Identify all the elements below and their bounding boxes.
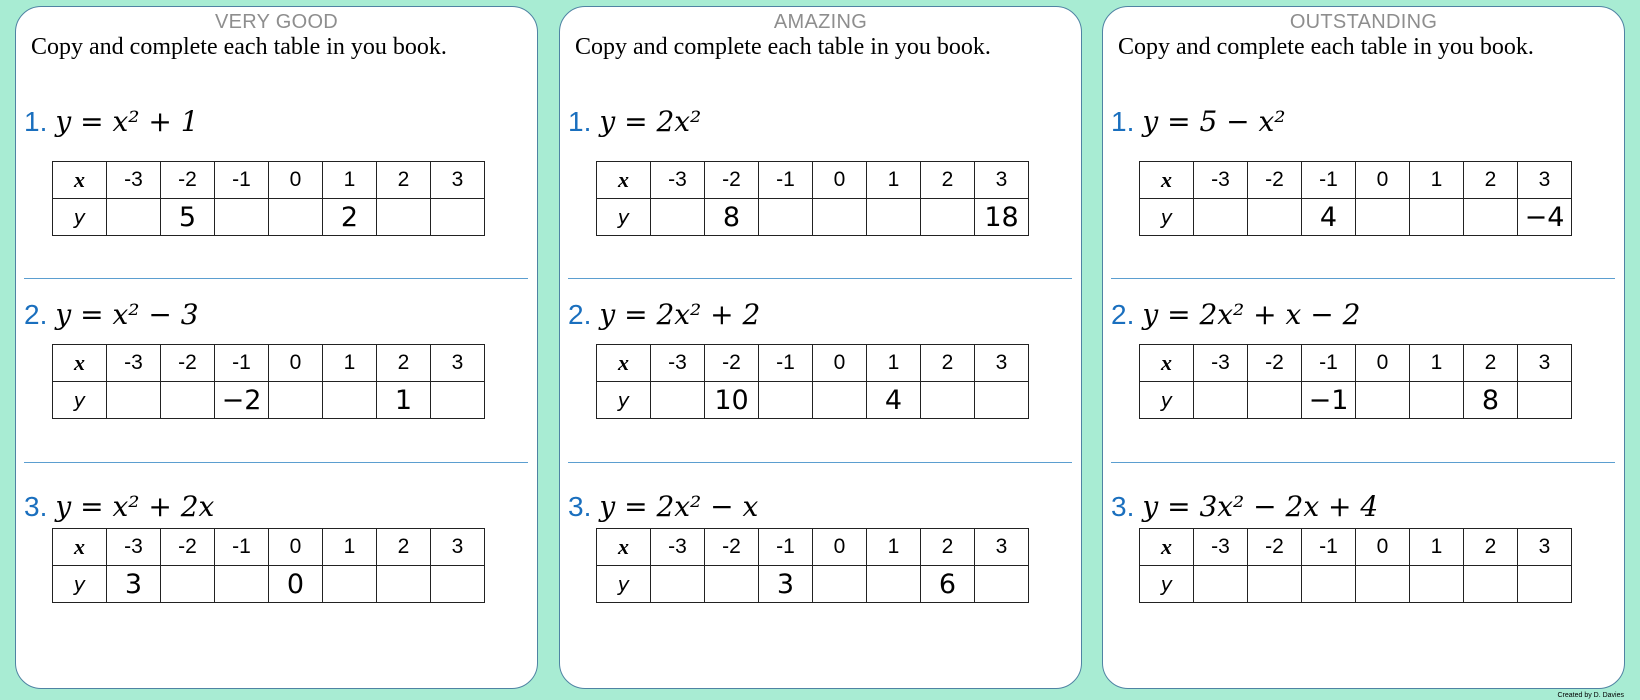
x-value-cell: -1 [215, 345, 269, 382]
x-row [1140, 345, 1572, 382]
y-row-header: y [597, 566, 651, 603]
question-number: 2. [568, 299, 592, 330]
y-value-cell [651, 566, 705, 603]
question-2-heading [1111, 298, 1360, 331]
x-value-cell: 2 [921, 345, 975, 382]
value-table-2 [52, 344, 485, 419]
x-value-cell: -2 [705, 162, 759, 199]
y-value-cell [1464, 199, 1518, 236]
y-value-cell [759, 199, 813, 236]
value-table-2 [1139, 344, 1572, 419]
x-value-cell: -2 [1248, 529, 1302, 566]
x-value-cell: 1 [867, 345, 921, 382]
x-value-cell: 1 [1410, 345, 1464, 382]
x-value-cell: 2 [921, 529, 975, 566]
question-number: 2. [24, 299, 48, 330]
x-row-header: x [53, 162, 107, 199]
x-value-cell: -1 [215, 529, 269, 566]
y-value-cell [1356, 382, 1410, 419]
equation: y = 3x² − 2x + 4 [1142, 490, 1379, 523]
x-value-cell: 0 [1356, 345, 1410, 382]
value-table-1 [596, 161, 1029, 236]
question-1-heading [1111, 105, 1286, 138]
y-value-cell: 10 [705, 382, 759, 419]
y-value-cell: −2 [215, 382, 269, 419]
equation: y = 5 − x² [1142, 105, 1286, 138]
x-value-cell: -2 [705, 345, 759, 382]
x-value-cell: 2 [1464, 529, 1518, 566]
x-value-cell: -3 [107, 529, 161, 566]
question-divider [1111, 278, 1615, 279]
y-value-cell [1194, 382, 1248, 419]
x-value-cell: -1 [759, 162, 813, 199]
x-value-cell: -3 [1194, 529, 1248, 566]
y-value-cell [1194, 199, 1248, 236]
x-value-cell: -2 [161, 162, 215, 199]
x-value-cell: -2 [161, 529, 215, 566]
y-value-cell [1464, 566, 1518, 603]
question-number: 2. [1111, 299, 1135, 330]
x-value-cell: -2 [161, 345, 215, 382]
x-value-cell: 3 [1518, 529, 1572, 566]
x-row [1140, 162, 1572, 199]
y-value-cell [651, 199, 705, 236]
y-row [597, 382, 1029, 419]
y-value-cell [161, 382, 215, 419]
question-3-heading [568, 490, 758, 523]
y-value-cell [651, 382, 705, 419]
y-value-cell [1302, 566, 1356, 603]
y-value-cell [975, 382, 1029, 419]
y-value-cell [1518, 382, 1572, 419]
x-value-cell: 2 [377, 345, 431, 382]
x-value-cell: -1 [215, 162, 269, 199]
y-value-cell [269, 199, 323, 236]
x-row [597, 529, 1029, 566]
x-value-cell: 1 [1410, 162, 1464, 199]
x-row [1140, 529, 1572, 566]
x-value-cell: 0 [813, 162, 867, 199]
y-row [53, 199, 485, 236]
x-value-cell: 0 [1356, 529, 1410, 566]
y-row [1140, 566, 1572, 603]
x-value-cell: -3 [651, 529, 705, 566]
x-value-cell: 2 [921, 162, 975, 199]
level-title: VERY GOOD [214, 11, 339, 33]
x-value-cell: -3 [651, 345, 705, 382]
y-value-cell: 0 [269, 566, 323, 603]
equation: y = x² + 2x [55, 490, 215, 523]
x-row [597, 162, 1029, 199]
equation: y = 2x² + 2 [599, 298, 761, 331]
y-value-cell [1248, 382, 1302, 419]
y-value-cell [431, 382, 485, 419]
question-divider [24, 278, 528, 279]
y-row-header: y [53, 199, 107, 236]
x-row-header: x [597, 529, 651, 566]
question-number: 3. [1111, 491, 1135, 522]
x-value-cell: 2 [377, 162, 431, 199]
x-row [597, 345, 1029, 382]
y-row-header: y [1140, 199, 1194, 236]
equation: y = x² + 1 [55, 105, 199, 138]
x-value-cell: 0 [813, 529, 867, 566]
y-row-header: y [1140, 382, 1194, 419]
panel-very-good [15, 6, 538, 689]
y-value-cell [1410, 382, 1464, 419]
x-value-cell: 3 [431, 162, 485, 199]
y-row [597, 199, 1029, 236]
x-value-cell: -3 [1194, 162, 1248, 199]
question-divider [1111, 462, 1615, 463]
y-value-cell: 1 [377, 382, 431, 419]
y-value-cell [1356, 199, 1410, 236]
level-title: AMAZING [773, 11, 868, 33]
x-row-header: x [1140, 345, 1194, 382]
x-value-cell: -3 [1194, 345, 1248, 382]
x-row-header: x [53, 345, 107, 382]
y-value-cell [215, 199, 269, 236]
equation: y = x² − 3 [55, 298, 199, 331]
y-value-cell [377, 199, 431, 236]
x-value-cell: -1 [1302, 162, 1356, 199]
question-1-heading [24, 105, 199, 138]
x-value-cell: 2 [1464, 162, 1518, 199]
level-title: OUTSTANDING [1289, 11, 1438, 33]
y-row-header: y [1140, 566, 1194, 603]
y-value-cell [431, 566, 485, 603]
question-number: 1. [1111, 106, 1135, 137]
x-value-cell: -2 [1248, 162, 1302, 199]
x-value-cell: 2 [377, 529, 431, 566]
value-table-2 [596, 344, 1029, 419]
x-value-cell: 1 [1410, 529, 1464, 566]
y-value-cell [1518, 566, 1572, 603]
x-value-cell: -1 [759, 345, 813, 382]
y-value-cell: 4 [867, 382, 921, 419]
question-2-heading [24, 298, 199, 331]
panel-amazing [559, 6, 1082, 689]
x-value-cell: 3 [1518, 345, 1572, 382]
x-value-cell: 3 [975, 345, 1029, 382]
x-row [53, 529, 485, 566]
y-value-cell [377, 566, 431, 603]
instruction-text: Copy and complete each table in you book. [575, 34, 991, 60]
value-table-1 [1139, 161, 1572, 236]
value-table-3 [596, 528, 1029, 603]
y-value-cell: −4 [1518, 199, 1572, 236]
question-number: 3. [568, 491, 592, 522]
x-value-cell: -3 [107, 162, 161, 199]
y-value-cell: 18 [975, 199, 1029, 236]
x-value-cell: 0 [1356, 162, 1410, 199]
question-divider [568, 278, 1072, 279]
panel-outstanding [1102, 6, 1625, 689]
equation: y = 2x² + x − 2 [1142, 298, 1361, 331]
question-2-heading [568, 298, 760, 331]
y-value-cell [1248, 566, 1302, 603]
y-value-cell [921, 382, 975, 419]
x-value-cell: 3 [431, 529, 485, 566]
y-row-header: y [53, 382, 107, 419]
y-value-cell [431, 199, 485, 236]
x-value-cell: 0 [269, 162, 323, 199]
y-row [1140, 382, 1572, 419]
question-number: 1. [24, 106, 48, 137]
y-value-cell: 6 [921, 566, 975, 603]
x-value-cell: -1 [759, 529, 813, 566]
x-value-cell: 0 [269, 345, 323, 382]
y-value-cell [323, 382, 377, 419]
x-value-cell: 1 [867, 529, 921, 566]
x-value-cell: 1 [323, 162, 377, 199]
x-row [53, 162, 485, 199]
y-value-cell: 8 [1464, 382, 1518, 419]
x-value-cell: 1 [867, 162, 921, 199]
x-value-cell: 3 [431, 345, 485, 382]
value-table-3 [52, 528, 485, 603]
y-value-cell: 2 [323, 199, 377, 236]
y-value-cell [813, 382, 867, 419]
x-row-header: x [53, 529, 107, 566]
equation: y = 2x² [599, 105, 702, 138]
y-value-cell: 5 [161, 199, 215, 236]
x-value-cell: 3 [1518, 162, 1572, 199]
y-value-cell: 4 [1302, 199, 1356, 236]
y-value-cell: 8 [705, 199, 759, 236]
y-value-cell [867, 199, 921, 236]
x-value-cell: -2 [1248, 345, 1302, 382]
y-value-cell [705, 566, 759, 603]
question-divider [24, 462, 528, 463]
question-3-heading [1111, 490, 1378, 523]
x-value-cell: -3 [107, 345, 161, 382]
x-row-header: x [597, 162, 651, 199]
y-value-cell: −1 [1302, 382, 1356, 419]
question-3-heading [24, 490, 214, 523]
y-row [597, 566, 1029, 603]
y-value-cell [867, 566, 921, 603]
y-value-cell [269, 382, 323, 419]
x-value-cell: -3 [651, 162, 705, 199]
x-value-cell: 3 [975, 162, 1029, 199]
y-value-cell [1410, 566, 1464, 603]
x-value-cell: 0 [813, 345, 867, 382]
y-value-cell: 3 [759, 566, 813, 603]
y-row [53, 566, 485, 603]
y-value-cell [759, 382, 813, 419]
x-value-cell: 0 [269, 529, 323, 566]
x-value-cell: -1 [1302, 345, 1356, 382]
y-value-cell [921, 199, 975, 236]
x-value-cell: -1 [1302, 529, 1356, 566]
x-row-header: x [1140, 529, 1194, 566]
y-value-cell [161, 566, 215, 603]
x-value-cell: 3 [975, 529, 1029, 566]
y-value-cell [1410, 199, 1464, 236]
y-row-header: y [53, 566, 107, 603]
y-row-header: y [597, 382, 651, 419]
y-value-cell [215, 566, 269, 603]
question-number: 1. [568, 106, 592, 137]
y-value-cell [813, 199, 867, 236]
instruction-text: Copy and complete each table in you book. [1118, 34, 1534, 60]
x-value-cell: 2 [1464, 345, 1518, 382]
y-row [1140, 199, 1572, 236]
y-value-cell [813, 566, 867, 603]
y-value-cell [1356, 566, 1410, 603]
y-value-cell [1248, 199, 1302, 236]
x-value-cell: -2 [705, 529, 759, 566]
credit-text: Created by D. Davies [1557, 692, 1624, 699]
y-value-cell [107, 199, 161, 236]
instruction-text: Copy and complete each table in you book. [31, 34, 447, 60]
value-table-1 [52, 161, 485, 236]
equation: y = 2x² − x [599, 490, 759, 523]
y-value-cell [975, 566, 1029, 603]
question-1-heading [568, 105, 701, 138]
x-row-header: x [597, 345, 651, 382]
y-value-cell: 3 [107, 566, 161, 603]
x-value-cell: 1 [323, 529, 377, 566]
y-row-header: y [597, 199, 651, 236]
question-divider [568, 462, 1072, 463]
x-row [53, 345, 485, 382]
y-row [53, 382, 485, 419]
value-table-3 [1139, 528, 1572, 603]
y-value-cell [1194, 566, 1248, 603]
y-value-cell [323, 566, 377, 603]
question-number: 3. [24, 491, 48, 522]
y-value-cell [107, 382, 161, 419]
x-row-header: x [1140, 162, 1194, 199]
x-value-cell: 1 [323, 345, 377, 382]
